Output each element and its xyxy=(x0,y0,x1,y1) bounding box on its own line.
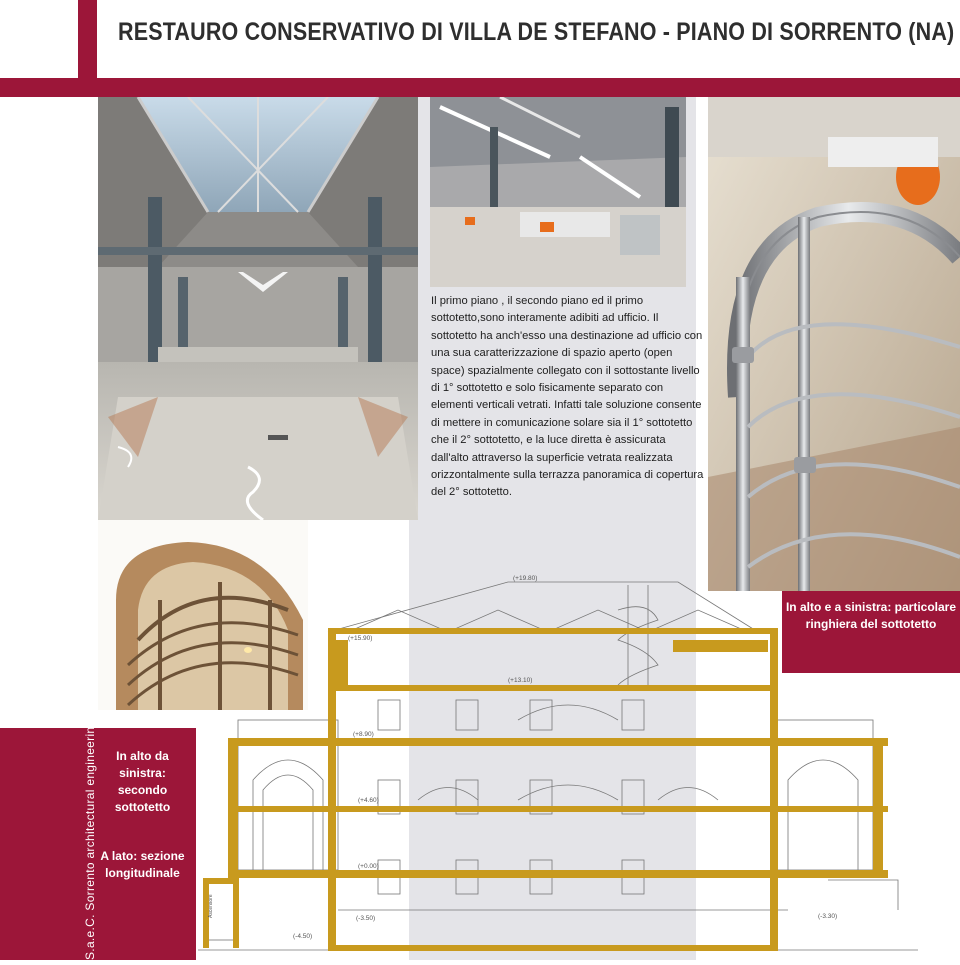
company-vertical-text: S.a.e.C. Sorrento architectural engineering Company xyxy=(83,662,97,960)
level-minus450: (-4.50) xyxy=(293,933,313,940)
level-460: (+4.60) xyxy=(358,797,379,804)
caption-railing: In alto e a sinistra: particolare ringhiera del sottotetto xyxy=(782,591,960,673)
level-1310: (+13.10) xyxy=(508,677,533,684)
photo-office xyxy=(430,97,686,287)
caption-section: A lato: sezione longitudinale xyxy=(100,849,185,880)
office-image xyxy=(430,97,686,287)
level-1980: (+19.80) xyxy=(513,575,538,582)
caption-left-box xyxy=(0,728,196,960)
header-band-left xyxy=(0,78,960,97)
level-000: (+0.00) xyxy=(358,863,379,870)
section-drawing xyxy=(198,570,918,960)
photo-railing xyxy=(708,97,960,591)
header-vertical-bar xyxy=(78,0,97,97)
longitudinal-section xyxy=(198,570,918,960)
level-1590: (+15.90) xyxy=(348,635,373,642)
railing-image xyxy=(708,97,960,591)
caption-second-attic: In alto da sinistra: secondo sottotetto xyxy=(114,749,171,814)
level-minus330: (-3.30) xyxy=(818,913,838,920)
photo-atrium xyxy=(98,97,418,520)
atrium-image xyxy=(98,97,418,520)
page-title: RESTAURO CONSERVATIVO DI VILLA DE STEFANO - PIANO DI SORRENTO (NA) xyxy=(118,18,955,46)
stair-label: Ascensore xyxy=(208,894,214,918)
level-minus350: (-3.50) xyxy=(356,915,376,922)
description-paragraph: Il primo piano , il secondo piano ed il primo sottotetto,sono interamente adibiti ad ufficio. Il sottotetto ha anch'esso una destinazione ad ufficio con una sua caratterizzazione di spazio aperto (open space) spazialmente collegato con il sottostante livello di 1° sottotetto e solo fisicamente separato con elementi verticali vetrati. Infatti tale soluzione consente di mettere in comunicazione solare sia il 1° sottotetto che il 2° sottotetto, e la luce diretta è assicurata dall'alto attraverso la superficie vetrata realizzata orizzontalmente sulla terrazza panoramica di copertura del 2° sottotetto. xyxy=(431,295,704,499)
level-890: (+8.90) xyxy=(353,731,374,738)
